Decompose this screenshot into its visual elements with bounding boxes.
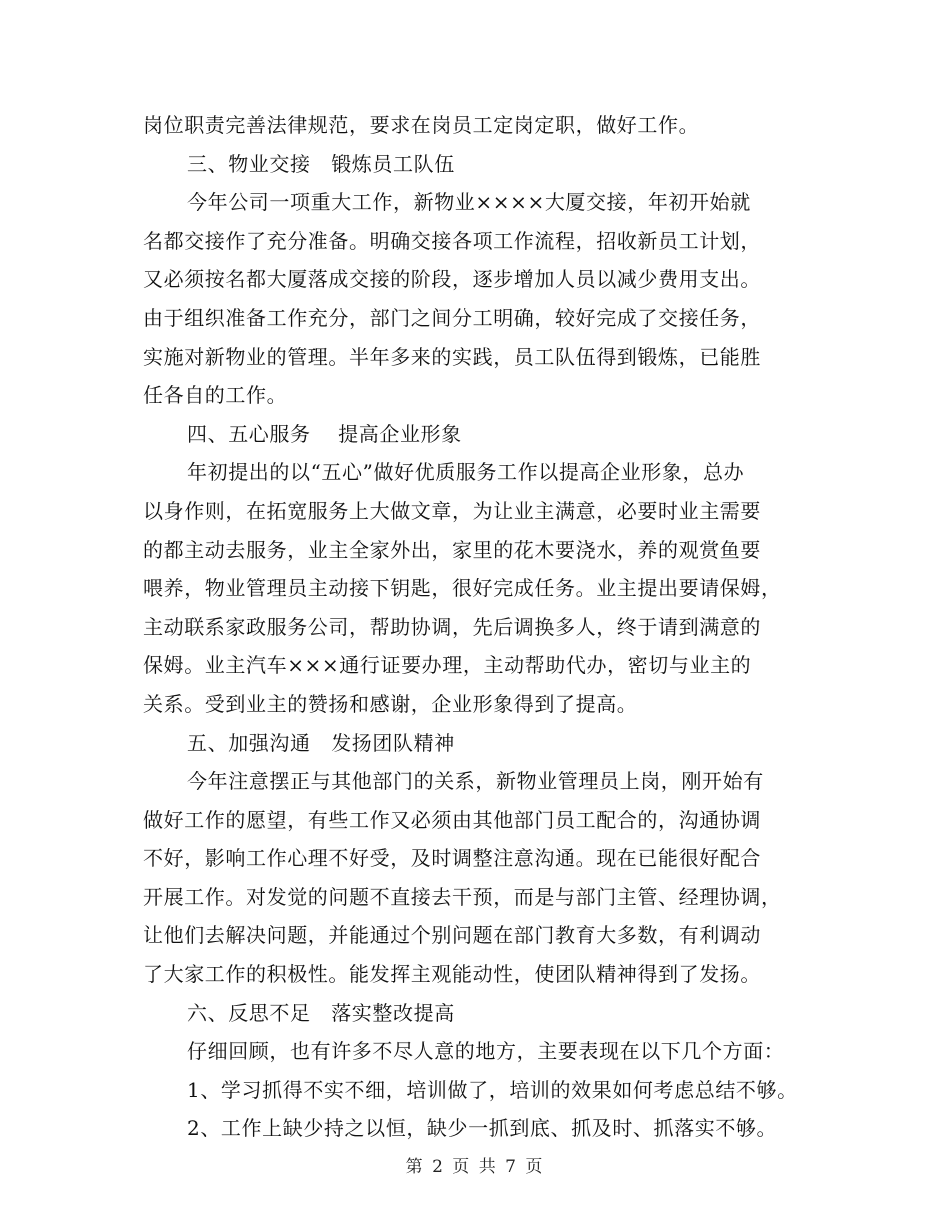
text-line: 的都主动去服务，业主全家外出，家里的花木要浇水，养的观赏鱼要 [143, 537, 761, 562]
text-line: 实施对新物业的管理。半年多来的实践，员工队伍得到锻炼，已能胜 [143, 344, 761, 369]
text-line: 以身作则，在拓宽服务上大做文章，为让业主满意，必要时业主需要 [143, 498, 761, 523]
text-line: 仔细回顾，也有许多不尽人意的地方，主要表现在以下几个方面： [187, 1039, 785, 1064]
text-line: 1、学习抓得不实不细，培训做了，培训的效果如何考虑总结不够。 [187, 1077, 798, 1102]
text-line: 今年注意摆正与其他部门的关系，新物业管理员上岗，刚开始有 [187, 769, 764, 794]
text-line: 关系。受到业主的赞扬和感谢，企业形象得到了提高。 [143, 691, 638, 716]
text-line: 名都交接作了充分准备。明确交接各项工作流程，招收新员工计划， [143, 228, 761, 253]
page-number-footer: 第 2 页 共 7 页 [405, 1157, 545, 1177]
text-line: 开展工作。对发觉的问题不直接去干预，而是与部门主管、经理协调， [143, 884, 782, 909]
text-line: 岗位职责完善法律规范，要求在岗员工定岗定职，做好工作。 [143, 113, 700, 137]
text-line: 五、加强沟通 发扬团队精神 [187, 730, 455, 755]
text-line: 三、物业交接 锻炼员工队伍 [187, 151, 455, 176]
text-line: 喂养，物业管理员主动接下钥匙，很好完成任务。业主提出要请保姆， [143, 576, 782, 601]
text-line: 又必须按名都大厦落成交接的阶段，逐步增加人员以减少费用支出。 [143, 267, 761, 292]
text-line: 年初提出的以“五心”做好优质服务工作以提高企业形象，总办 [187, 460, 745, 485]
text-line: 让他们去解决问题，并能通过个别问题在部门教育大多数，有利调动 [143, 923, 761, 948]
text-line: 任各自的工作。 [143, 383, 288, 408]
body-text [143, 106, 813, 1148]
text-line: 主动联系家政服务公司，帮助协调，先后调换多人，终于请到满意的 [143, 614, 761, 639]
text-line: 2、工作上缺少持之以恒，缺少一抓到底、抓及时、抓落实不够。 [187, 1116, 778, 1141]
text-line: 今年公司一项重大工作，新物业××××大厦交接，年初开始就 [187, 190, 751, 215]
text-line: 保姆。业主汽车×××通行证要办理，主动帮助代办，密切与业主的 [143, 653, 752, 678]
text-line: 六、反思不足 落实整改提高 [187, 1000, 455, 1025]
text-line: 不好，影响工作心理不好受，及时调整注意沟通。现在已能很好配合 [143, 846, 761, 871]
text-line: 由于组织准备工作充分，部门之间分工明确，较好完成了交接任务， [143, 305, 761, 330]
text-line: 做好工作的愿望，有些工作又必须由其他部门员工配合的，沟通协调 [143, 807, 761, 832]
text-line: 了大家工作的积极性。能发挥主观能动性，使团队精神得到了发扬。 [143, 962, 761, 987]
text-line: 四、五心服务 提高企业形象 [187, 421, 462, 446]
